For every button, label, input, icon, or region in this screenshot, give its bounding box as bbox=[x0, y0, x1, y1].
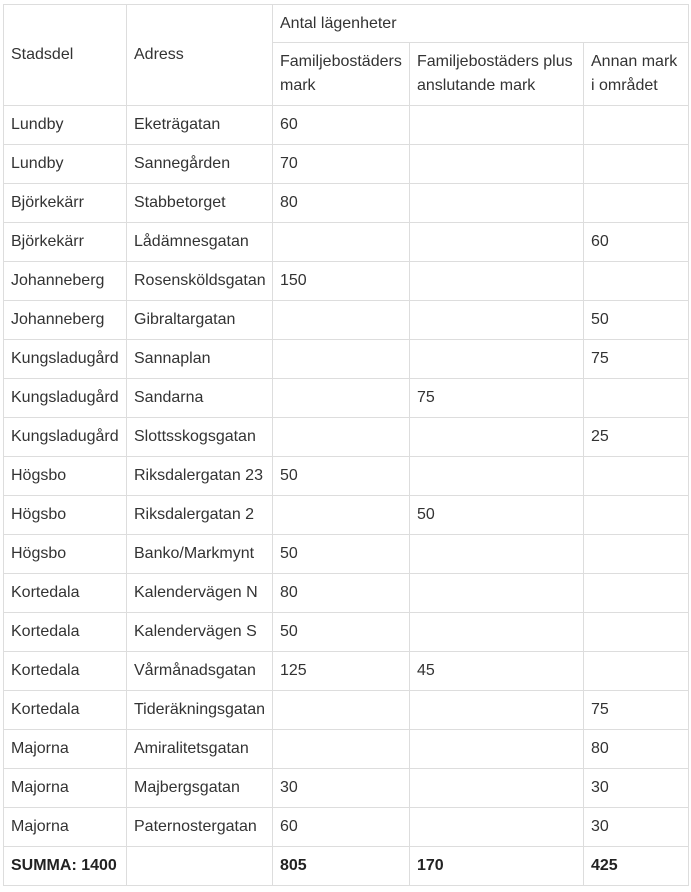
cell-col3 bbox=[584, 184, 689, 223]
cell-col1: 150 bbox=[273, 262, 410, 301]
cell-district: Majorna bbox=[4, 769, 127, 808]
totals-col3: 425 bbox=[584, 847, 689, 886]
table-row bbox=[4, 106, 689, 145]
cell-col1: 30 bbox=[273, 769, 410, 808]
table-row bbox=[4, 223, 689, 262]
totals-col2: 170 bbox=[410, 847, 584, 886]
cell-col1: 50 bbox=[273, 613, 410, 652]
cell-district: Kungsladugård bbox=[4, 340, 127, 379]
table-body bbox=[4, 106, 689, 847]
cell-col1: 50 bbox=[273, 535, 410, 574]
cell-col3: 50 bbox=[584, 301, 689, 340]
table-row bbox=[4, 340, 689, 379]
cell-address: Amiralitetsgatan bbox=[127, 730, 273, 769]
cell-col2: 45 bbox=[410, 652, 584, 691]
cell-col2 bbox=[410, 145, 584, 184]
header-district: Stadsdel bbox=[4, 5, 127, 106]
cell-col2 bbox=[410, 106, 584, 145]
header-col-familjebostader: Familjebostäders mark bbox=[273, 43, 410, 106]
cell-col2 bbox=[410, 613, 584, 652]
cell-district: Kortedala bbox=[4, 652, 127, 691]
cell-address: Kalendervägen N bbox=[127, 574, 273, 613]
cell-col2 bbox=[410, 535, 584, 574]
cell-district: Kortedala bbox=[4, 613, 127, 652]
cell-col1 bbox=[273, 301, 410, 340]
cell-col3 bbox=[584, 496, 689, 535]
cell-address: Gibraltargatan bbox=[127, 301, 273, 340]
cell-address: Eketrägatan bbox=[127, 106, 273, 145]
table-header bbox=[4, 5, 689, 106]
table-row bbox=[4, 184, 689, 223]
cell-col1 bbox=[273, 223, 410, 262]
header-apartment-count: Antal lägenheter bbox=[273, 5, 689, 43]
table-row bbox=[4, 262, 689, 301]
cell-address: Lådämnesgatan bbox=[127, 223, 273, 262]
table-row bbox=[4, 145, 689, 184]
cell-col3: 80 bbox=[584, 730, 689, 769]
cell-col2 bbox=[410, 808, 584, 847]
totals-row bbox=[4, 847, 689, 886]
cell-col3 bbox=[584, 262, 689, 301]
cell-col1 bbox=[273, 730, 410, 769]
cell-col3 bbox=[584, 535, 689, 574]
cell-col1: 80 bbox=[273, 184, 410, 223]
cell-address: Tideräkningsgatan bbox=[127, 691, 273, 730]
cell-district: Lundby bbox=[4, 145, 127, 184]
cell-col1 bbox=[273, 340, 410, 379]
cell-col1: 60 bbox=[273, 808, 410, 847]
cell-address: Paternostergatan bbox=[127, 808, 273, 847]
cell-address: Majbergsgatan bbox=[127, 769, 273, 808]
table-row bbox=[4, 730, 689, 769]
cell-address: Slottsskogsgatan bbox=[127, 418, 273, 457]
table-row bbox=[4, 574, 689, 613]
table-row bbox=[4, 418, 689, 457]
cell-address: Sandarna bbox=[127, 379, 273, 418]
table-footer bbox=[4, 847, 689, 886]
cell-district: Johanneberg bbox=[4, 301, 127, 340]
cell-address: Riksdalergatan 23 bbox=[127, 457, 273, 496]
cell-col2 bbox=[410, 418, 584, 457]
cell-district: Johanneberg bbox=[4, 262, 127, 301]
cell-address: Sannaplan bbox=[127, 340, 273, 379]
cell-col3 bbox=[584, 652, 689, 691]
table-row bbox=[4, 379, 689, 418]
cell-col1 bbox=[273, 691, 410, 730]
cell-col3 bbox=[584, 379, 689, 418]
cell-col2 bbox=[410, 691, 584, 730]
cell-col3: 75 bbox=[584, 340, 689, 379]
cell-col3 bbox=[584, 613, 689, 652]
cell-district: Björkekärr bbox=[4, 223, 127, 262]
cell-district: Majorna bbox=[4, 730, 127, 769]
table-row bbox=[4, 535, 689, 574]
cell-col2: 75 bbox=[410, 379, 584, 418]
cell-address: Vårmånadsgatan bbox=[127, 652, 273, 691]
cell-col2 bbox=[410, 457, 584, 496]
cell-address: Kalendervägen S bbox=[127, 613, 273, 652]
cell-col2 bbox=[410, 262, 584, 301]
cell-district: Högsbo bbox=[4, 457, 127, 496]
cell-col2 bbox=[410, 574, 584, 613]
table-row bbox=[4, 691, 689, 730]
table-row bbox=[4, 613, 689, 652]
cell-address: Banko/Markmynt bbox=[127, 535, 273, 574]
cell-col2: 50 bbox=[410, 496, 584, 535]
cell-address: Riksdalergatan 2 bbox=[127, 496, 273, 535]
header-col-annan-mark: Annan mark i området bbox=[584, 43, 689, 106]
cell-col1: 125 bbox=[273, 652, 410, 691]
cell-col1: 70 bbox=[273, 145, 410, 184]
header-address: Adress bbox=[127, 5, 273, 106]
cell-district: Björkekärr bbox=[4, 184, 127, 223]
cell-col3 bbox=[584, 145, 689, 184]
cell-col3: 25 bbox=[584, 418, 689, 457]
cell-col3: 30 bbox=[584, 808, 689, 847]
cell-col1 bbox=[273, 496, 410, 535]
cell-col3: 60 bbox=[584, 223, 689, 262]
cell-district: Lundby bbox=[4, 106, 127, 145]
table-row bbox=[4, 301, 689, 340]
cell-col2 bbox=[410, 223, 584, 262]
cell-district: Kortedala bbox=[4, 691, 127, 730]
cell-col2 bbox=[410, 184, 584, 223]
cell-col3 bbox=[584, 574, 689, 613]
apartments-table bbox=[3, 4, 689, 886]
totals-address bbox=[127, 847, 273, 886]
cell-district: Majorna bbox=[4, 808, 127, 847]
totals-col1: 805 bbox=[273, 847, 410, 886]
cell-col3 bbox=[584, 457, 689, 496]
cell-col1: 60 bbox=[273, 106, 410, 145]
table-row bbox=[4, 808, 689, 847]
table-row bbox=[4, 652, 689, 691]
cell-address: Sannegården bbox=[127, 145, 273, 184]
cell-col3 bbox=[584, 106, 689, 145]
cell-district: Kungsladugård bbox=[4, 379, 127, 418]
cell-address: Stabbetorget bbox=[127, 184, 273, 223]
cell-col1 bbox=[273, 379, 410, 418]
cell-district: Kortedala bbox=[4, 574, 127, 613]
cell-col1: 50 bbox=[273, 457, 410, 496]
cell-col1: 80 bbox=[273, 574, 410, 613]
totals-label: SUMMA: 1400 bbox=[4, 847, 127, 886]
cell-col2 bbox=[410, 340, 584, 379]
cell-address: Rosensköldsgatan bbox=[127, 262, 273, 301]
cell-col3: 75 bbox=[584, 691, 689, 730]
cell-district: Högsbo bbox=[4, 535, 127, 574]
cell-col2 bbox=[410, 730, 584, 769]
header-row-top bbox=[4, 5, 689, 43]
table-row bbox=[4, 769, 689, 808]
cell-col1 bbox=[273, 418, 410, 457]
table-row bbox=[4, 457, 689, 496]
cell-col3: 30 bbox=[584, 769, 689, 808]
table-row bbox=[4, 496, 689, 535]
header-col-familjebostader-plus: Familjebostäders plus anslutande mark bbox=[410, 43, 584, 106]
cell-col2 bbox=[410, 301, 584, 340]
cell-district: Kungsladugård bbox=[4, 418, 127, 457]
cell-district: Högsbo bbox=[4, 496, 127, 535]
cell-col2 bbox=[410, 769, 584, 808]
